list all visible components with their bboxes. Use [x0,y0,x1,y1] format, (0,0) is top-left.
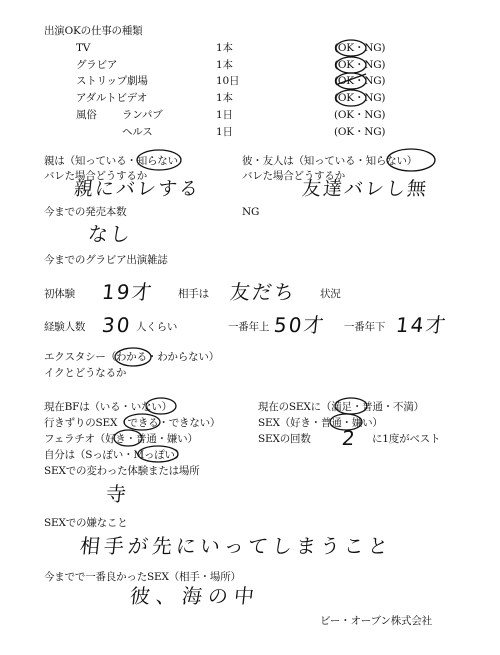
releases-label: 今までの発売本数 [44,206,127,218]
releases-value: NG [242,206,260,218]
job-ok-ng: (OK・NG) [334,42,386,54]
job-ok-ng: (OK・NG) [334,109,386,121]
job-label: アダルトビデオ [76,92,148,104]
changed-experience-answer: 寺 [104,482,130,506]
youngest-answer: 14才 [394,313,449,337]
parents-question: 親は（知っている・知らない） [44,155,189,167]
changed-experience-label: SEXでの変わった体験または場所 [44,465,200,477]
youngest-label: 一番年下 [344,321,386,333]
job-label: TV [76,42,91,54]
times-label: SEXの回数 [258,433,311,445]
casual-question: 行きずりのSEX（できる・できない） [44,417,221,429]
form-title: 出演OKの仕事の種類 [44,25,143,37]
job-count: 1日 [216,126,233,138]
situation-label: 状況 [320,288,341,300]
current-sex-question: 現在のSEXに（満足・普通・不満） [258,401,424,413]
job-sub: ヘルス [122,126,153,138]
friends-answer: 友達バレし無 [300,178,430,200]
like-question: SEX（好き・普通・嫌い） [258,417,383,429]
dislike-label: SEXでの嫌なこと [44,517,128,529]
ecstasy-question: エクスタシー（わかる・わからない） [44,351,219,363]
self-question: 自分は（Sっぽい・Mっぽい） [44,449,186,461]
job-ok-ng: (OK・NG) [334,75,386,87]
parents-reaction-question: バレた場合どうするか [44,170,147,182]
friends-reaction-question: バレた場合どうするか [242,170,345,182]
job-label: 風俗 [76,109,97,121]
ecstasy-followup: イクとどうなるか [44,367,127,379]
oldest-label: 一番年上 [228,321,270,333]
partner-answer: 友だち [228,280,298,304]
best-experience-answer: 彼、海の中 [128,584,262,608]
best-experience-label: 今までで一番良かったSEX（相手・場所） [44,571,241,583]
job-sub: ランパブ [122,109,163,121]
job-label: グラビア [76,59,118,71]
oldest-answer: 50才 [272,313,327,337]
experience-count: 30 [100,313,133,337]
experience-label: 経験人数 [44,321,86,333]
job-count: 1本 [216,92,233,104]
bf-question: 現在BFは（いる・いない） [44,401,172,413]
job-count: 1日 [216,109,233,121]
dislike-answer: 相手が先にいってしまうこと [78,534,394,558]
job-count: 10日 [216,75,240,87]
times-answer: 2 [340,426,358,450]
gravure-label: 今までのグラビア出演雑誌 [44,254,168,266]
company-name: ビー・オーブン株式会社 [320,615,432,627]
times-suffix: に1度がベスト [372,433,441,445]
job-label: ストリップ劇場 [76,75,148,87]
job-ok-ng: (OK・NG) [334,92,386,104]
experience-suffix: 人くらい [136,321,178,333]
friends-question: 彼・友人は（知っている・知らない） [242,155,418,167]
releases-answer: なし [86,222,134,246]
job-ok-ng: (OK・NG) [334,126,386,138]
job-count: 1本 [216,59,233,71]
partner-label: 相手は [178,288,209,300]
first-experience-label: 初体験 [44,288,75,300]
job-ok-ng: (OK・NG) [334,59,386,71]
first-experience-age: 19才 [100,280,155,304]
parents-answer: 親にバレする [72,178,202,200]
job-count: 1本 [216,42,233,54]
fellatio-question: フェラチオ（好き・普通・嫌い） [44,433,198,445]
